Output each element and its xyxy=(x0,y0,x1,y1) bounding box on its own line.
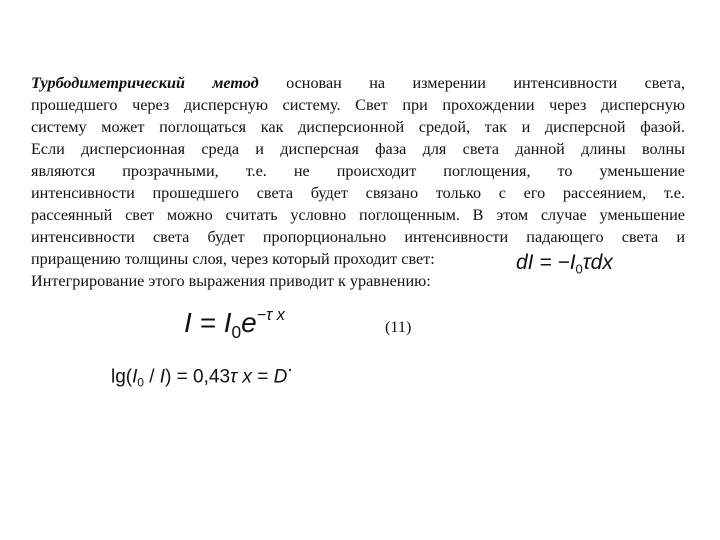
text-line-3: систему может поглощаться как дисперсионной средой, так и дисперсной фазой. xyxy=(31,118,685,136)
text-line-7: рассеянный свет можно считать условно поглощенным. В этом случае уменьшение xyxy=(31,206,685,224)
text-line-9: приращению толщины слоя, через который проходит свет: xyxy=(31,250,435,268)
term-bold-italic: Турбодиметрический метод xyxy=(31,74,259,92)
equation-number: (11) xyxy=(385,318,412,336)
text-line-4: Если дисперсионная среда и дисперсная фаза для света данной длины волны xyxy=(31,140,685,158)
text-line-1: Турбодиметрический метод основан на измерении интенсивности света, xyxy=(31,74,685,92)
text-line-5: являются прозрачными, т.е. не происходит поглощения, то уменьшение xyxy=(31,162,685,180)
text-line-8: интенсивности света будет пропорционально интенсивности падающего света и xyxy=(31,228,685,246)
text-line-2: прошедшего через дисперсную систему. Свет при прохождении через дисперсную xyxy=(31,96,685,114)
text-line-6: интенсивности прошедшего света будет связано только с его рассеянием, т.е. xyxy=(31,184,685,202)
text-line-10: Интегрирование этого выражения приводит к уравнению: xyxy=(31,272,431,290)
log-formula: $\lg(I_0 / I) = 0,43\tau$ x = D. xyxy=(111,355,293,390)
differential-formula: dI = $-I_0\tau dx$ xyxy=(516,251,613,277)
exponential-formula: $I = I_0e^{-\tau x}$ xyxy=(184,306,285,343)
